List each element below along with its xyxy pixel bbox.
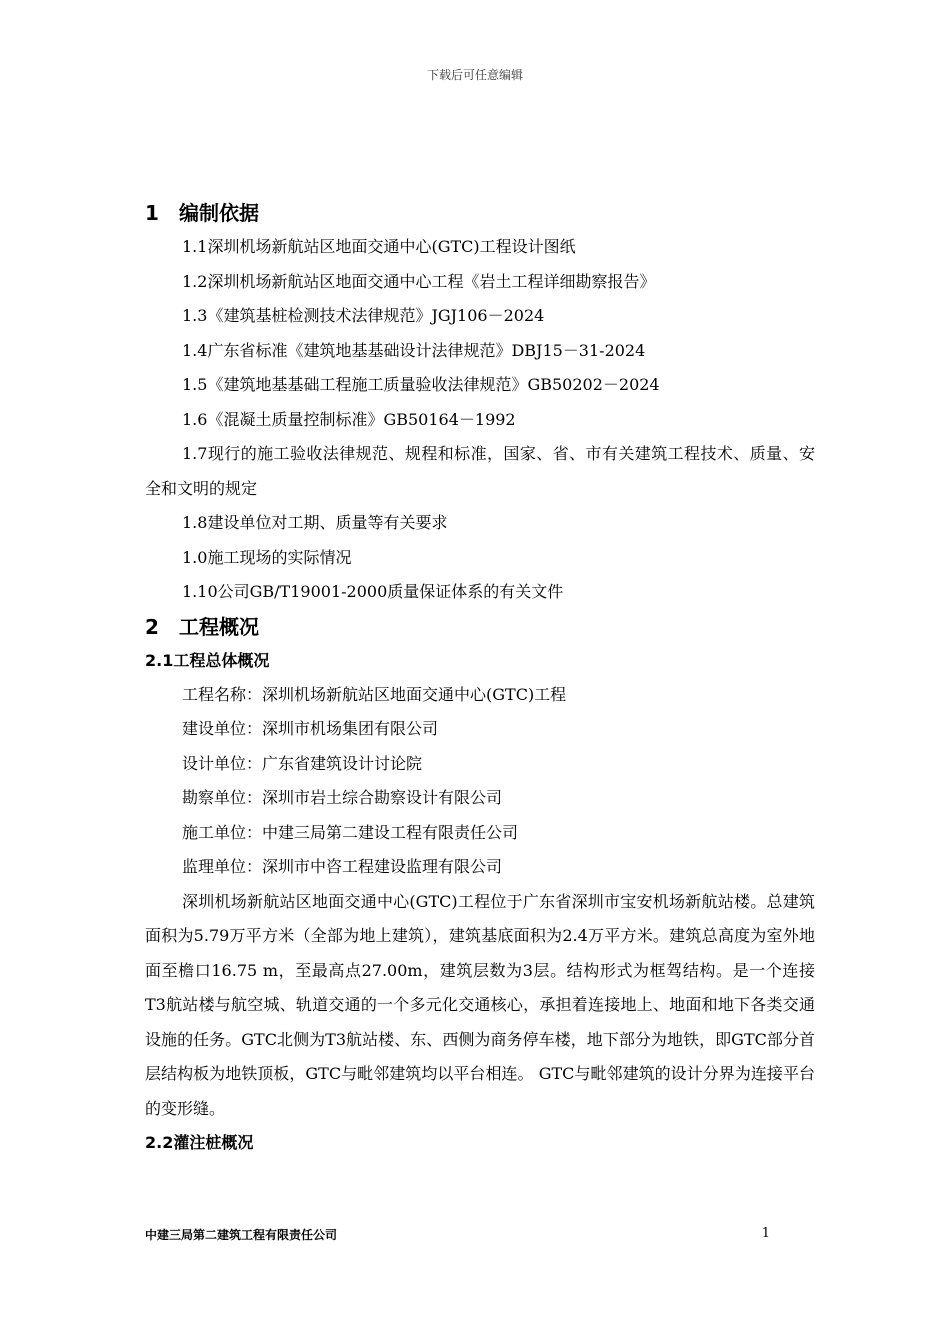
basis-item: 1.3《建筑基桩检测技术法律规范》JGJ106－2024 <box>182 306 545 325</box>
project-info-line: 勘察单位：深圳市岩土综合勘察设计有限公司 <box>182 788 503 807</box>
basis-item: 1.8建设单位对工期、质量等有关要求 <box>182 513 448 532</box>
basis-item: 1.6《混凝土质量控制标准》GB50164－1992 <box>182 409 516 429</box>
section-2-heading <box>145 610 815 644</box>
header-note: 下载后可任意编辑 <box>426 68 523 82</box>
footer-company: 中建三局第二建筑工程有限责任公司 <box>145 1228 338 1242</box>
basis-item: 1.0施工现场的实际情况 <box>182 547 352 567</box>
project-info-line: 设计单位：广东省建筑设计讨论院 <box>182 753 423 773</box>
basis-item: 1.1深圳机场新航站区地面交通中心(GTC)工程设计图纸 <box>182 237 576 256</box>
basis-item: 1.2深圳机场新航站区地面交通中心工程《岩土工程详细勘察报告》 <box>182 271 656 291</box>
subsection-2-2-heading: 2.2灌注桩概况 <box>145 1133 254 1152</box>
section-2-title: 工程概况 <box>179 614 259 639</box>
section-1-number: 1 <box>145 201 159 225</box>
basis-item: 1.7现行的施工验收法律规范、规程和标准，国家、省、市有关建筑工程技术、质量、安全和文明的规定 <box>145 444 815 498</box>
section-2-number: 2 <box>145 614 159 639</box>
page-footer <box>145 1226 770 1243</box>
basis-item: 1.5《建筑地基基础工程施工质量验收法律规范》GB50202－2024 <box>182 375 660 394</box>
section-1-heading <box>145 196 815 230</box>
section-1-title: 编制依据 <box>179 201 259 225</box>
document-body <box>145 196 815 1160</box>
project-info-line: 监理单位：深圳市中咨工程建设监理有限公司 <box>182 857 503 876</box>
subsection-2-1-heading: 2.1工程总体概况 <box>145 650 270 670</box>
project-info-line: 施工单位：中建三局第二建设工程有限责任公司 <box>182 822 519 842</box>
project-info-line: 工程名称：深圳机场新航站区地面交通中心(GTC)工程 <box>182 684 567 704</box>
page-number: 1 <box>761 1226 770 1241</box>
basis-item: 1.10公司GB/T19001-2000质量保证体系的有关文件 <box>182 582 564 601</box>
basis-item: 1.4广东省标准《建筑地基基础设计法律规范》DBJ15－31-2024 <box>182 340 646 360</box>
project-info-line: 建设单位：深圳市机场集团有限公司 <box>182 719 439 738</box>
project-description: 深圳机场新航站区地面交通中心(GTC)工程位于广东省深圳市宝安机场新航站楼。总建筑面积为5.79万平方米（全部为地上建筑），建筑基底面积为2.4万平方米。建筑总高度为室外地面至檐口16.75 m，至最高点27.00m，建筑层数为3层。结构形式为框驾结构。是一个连接T3航站楼与航空城、轨道交通的一个多元化交通核心，承担着连接地上、地面和地下各类交通设施的任务。GTC北侧为T3航站楼、东、西侧为商务停车楼，地下部分为地铁，即GTC部分首层结构板为地铁顶板，GTC与毗邻建筑均以平台相连。 GTC与毗邻建筑的设计分界为连接平台的变形缝。 <box>145 891 815 1118</box>
